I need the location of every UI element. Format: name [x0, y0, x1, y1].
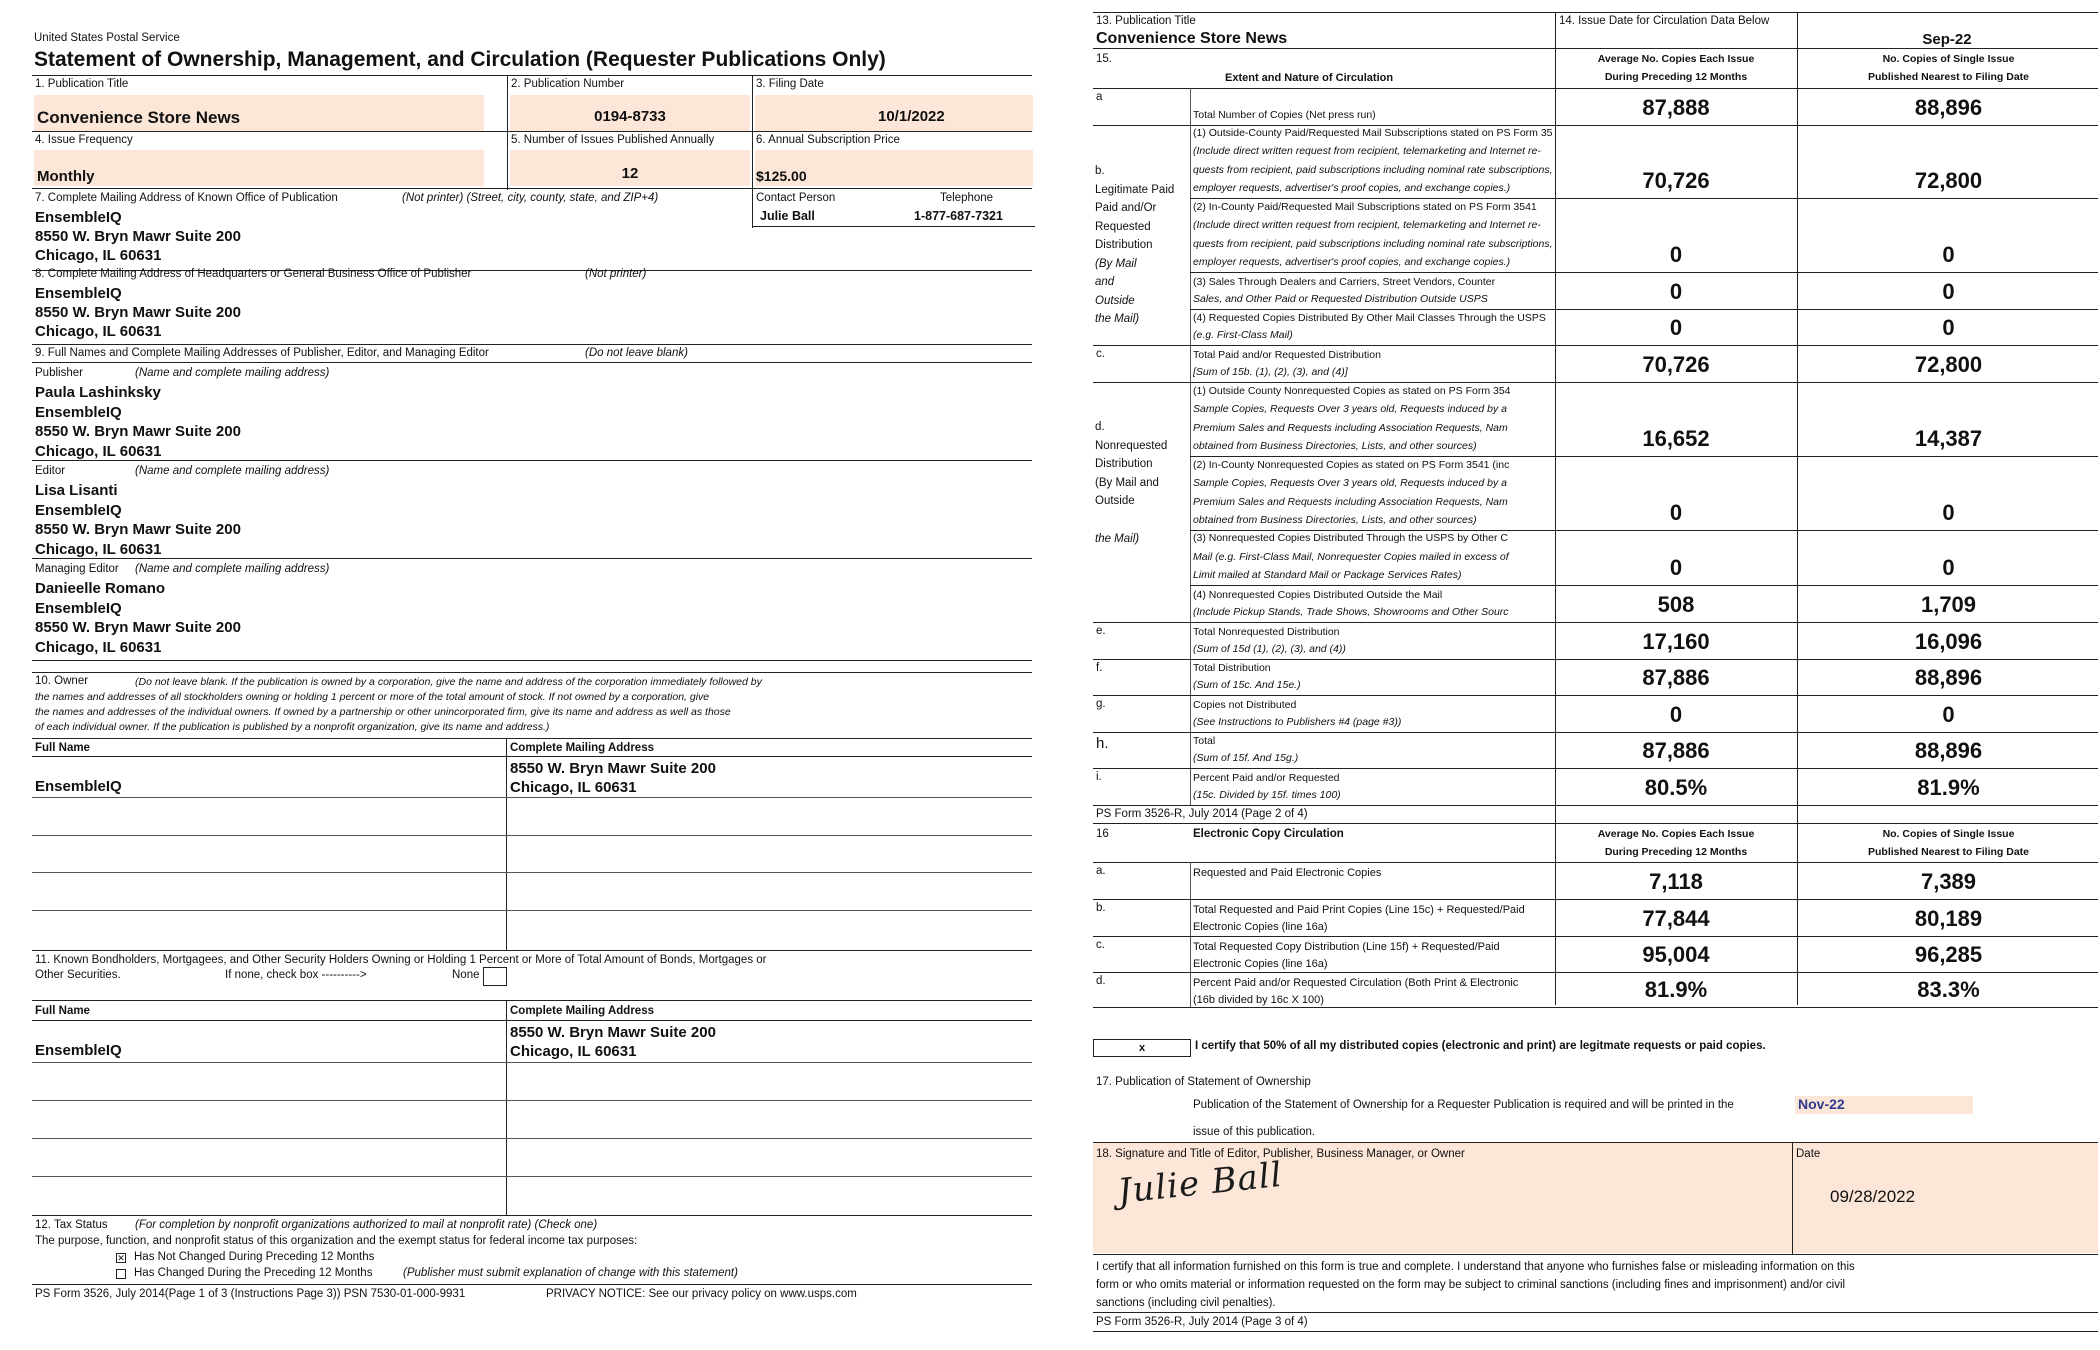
row-description-line: (Include Pickup Stands, Trade Shows, Showrooms and Other Sourc: [1193, 606, 1509, 618]
row-description: [1193, 733, 1553, 767]
f13-value: Convenience Store News: [1096, 30, 1288, 47]
bond-name: EnsembleIQ: [35, 1042, 122, 1059]
avg-value: 87,886: [1642, 738, 1710, 763]
publisher-block: [35, 383, 241, 461]
f12-note: (For completion by nonprofit organizations authorized to mail at nonprofit rate) (Check one): [135, 1219, 598, 1231]
bond-address-header: Complete Mailing Address: [510, 1005, 654, 1017]
e-single-header-line: No. Copies of Single Issue: [1882, 828, 2015, 840]
group-b-label: [1095, 162, 1174, 329]
f6-label: 6. Annual Subscription Price: [756, 134, 900, 146]
none-checkbox[interactable]: [483, 967, 507, 986]
row-description-line: Total: [1193, 735, 1216, 747]
row-description-line: employer requests, advertiser's proof copies, and exchange copies.): [1193, 255, 1511, 268]
f8-label: 8. Complete Mailing Address of Headquarters or General Business Office of Publisher: [35, 268, 472, 280]
row-description-line: (2) In-County Nonrequested Copies as stated on PS Form 3541 (inc: [1193, 459, 1510, 472]
group-b-line: Requested: [1095, 220, 1151, 233]
contact-label: Contact Person: [756, 192, 836, 204]
f12-opt1: Has Not Changed During Preceding 12 Months: [134, 1251, 375, 1263]
row-description-line: (3) Nonrequested Copies Distributed Through the USPS by Other C: [1193, 532, 1508, 545]
bond-address: [510, 1023, 716, 1061]
f10-text: the names and addresses of all stockholders owning or holding 1 percent or more of the total amount of stock. If not owned by a corporation, give: [35, 691, 710, 703]
f17-value: Nov-22: [1798, 1096, 1845, 1112]
f9-note: (Do not leave blank): [585, 347, 688, 359]
avg-value: 16,652: [1642, 426, 1710, 451]
avg-value: 0: [1669, 555, 1683, 580]
final-text-line: sanctions (including civil penalties).: [1096, 1297, 1276, 1309]
row-description: [1193, 529, 1553, 584]
row-description: [1193, 347, 1553, 381]
group-b-line: the Mail): [1095, 313, 1140, 325]
group-b-line: b.: [1095, 165, 1105, 177]
group-d-tail: the Mail): [1095, 533, 1140, 545]
group-b-line: (By Mail: [1095, 257, 1137, 270]
electronic-row-description: [1193, 939, 1553, 973]
bond-fullname-header: Full Name: [35, 1005, 90, 1017]
row-description-line: Limit mailed at Standard Mail or Package Services Rates): [1193, 568, 1462, 581]
electronic-row-key: c.: [1096, 939, 1105, 951]
f18-label: 18. Signature and Title of Editor, Publisher, Business Manager, or Owner: [1096, 1148, 1465, 1160]
me-line: 8550 W. Bryn Mawr Suite 200: [35, 619, 241, 636]
f11-line2: Other Securities.: [35, 969, 121, 981]
electronic-avg-value: 95,004: [1642, 942, 1710, 967]
f7-line: Chicago, IL 60631: [35, 247, 162, 264]
avg-value: 0: [1669, 500, 1683, 525]
electronic-avg-value: 7,118: [1649, 869, 1703, 894]
e-avg-header-line: During Preceding 12 Months: [1604, 846, 1748, 858]
f4-value: Monthly: [37, 168, 95, 185]
electronic-row-description-line: Requested and Paid Electronic Copies: [1193, 867, 1382, 879]
f12-label: 12. Tax Status: [35, 1219, 108, 1231]
contact-name: Julie Ball: [760, 209, 815, 223]
single-value: 0: [1942, 242, 1955, 267]
contact-phone: 1-877-687-7321: [914, 209, 1003, 223]
row-key: h.: [1096, 735, 1109, 752]
row-description: [1193, 456, 1553, 529]
f12-opt2: Has Changed During the Preceding 12 Months: [134, 1267, 373, 1279]
group-b-line: Paid and/Or: [1095, 202, 1157, 214]
avg-header-line: Average No. Copies Each Issue: [1597, 53, 1755, 65]
row-description: [1193, 770, 1553, 804]
avg-value: 80.5%: [1644, 775, 1708, 800]
f16-label: 16: [1096, 828, 1109, 840]
avg-value: 70,726: [1642, 352, 1710, 377]
final-text-line: I certify that all information furnished on this form is true and complete. I understand that anyone who furnishes false or misleading information on this: [1096, 1261, 1855, 1273]
row-description-line: (See Instructions to Publishers #4 (page #3)): [1193, 716, 1402, 728]
electronic-single-value: 83.3%: [1917, 977, 1980, 1002]
electronic-row-description: [1193, 865, 1553, 882]
f7-line: 8550 W. Bryn Mawr Suite 200: [35, 228, 241, 245]
publisher-label: Publisher: [35, 367, 83, 379]
electronic-row-description-line: Electronic Copies (line 16a): [1193, 921, 1328, 933]
f17-text2: issue of this publication.: [1193, 1126, 1316, 1138]
single-value: 0: [1942, 279, 1955, 304]
date-label: Date: [1796, 1148, 1821, 1160]
single-value: 72,800: [1914, 168, 1983, 193]
owner-address-line: 8550 W. Bryn Mawr Suite 200: [510, 760, 716, 777]
row-description: [1193, 274, 1553, 308]
f5-label: 5. Number of Issues Published Annually: [511, 134, 715, 146]
row-key: f.: [1096, 662, 1103, 674]
row-a-key: a: [1096, 91, 1103, 103]
row-description-line: Sales, and Other Paid or Requested Distribution Outside USPS: [1193, 293, 1488, 305]
group-b-line: Distribution: [1095, 239, 1153, 251]
f14-value: Sep-22: [1922, 31, 1972, 48]
single-header-line: No. Copies of Single Issue: [1882, 53, 2015, 65]
row-description: [1193, 107, 1553, 124]
row-description-line: (Include direct written request from recipient, telemarketing and Internet re-: [1193, 219, 1541, 232]
electronic-row-description-line: Total Requested Copy Distribution (Line 15f) + Requested/Paid: [1193, 941, 1500, 953]
publisher-line: Paula Lashinksky: [35, 384, 161, 401]
f17-label: 17. Publication of Statement of Ownership: [1096, 1076, 1311, 1088]
row-description-line: Premium Sales and Requests including Association Requests, Nam: [1193, 495, 1508, 508]
f3-label: 3. Filing Date: [756, 78, 824, 90]
me-note: (Name and complete mailing address): [135, 563, 330, 575]
row-description-line: (e.g. First-Class Mail): [1193, 329, 1293, 341]
group-d-line: Distribution: [1095, 458, 1153, 470]
row-description-line: quests from recipient, paid subscriptions including nominal rate subscriptions,: [1193, 163, 1553, 176]
owner-name: EnsembleIQ: [35, 778, 122, 795]
single-value: 14,387: [1914, 426, 1983, 451]
electronic-avg-value: 77,844: [1642, 906, 1710, 931]
row-key: i.: [1096, 771, 1102, 783]
owner-fullname-header: Full Name: [35, 742, 90, 754]
electronic-row-description: [1193, 902, 1553, 936]
p3-footer: PS Form 3526-R, July 2014 (Page 3 of 4): [1096, 1316, 1308, 1328]
row-description: [1193, 198, 1553, 271]
e-single-header: [1797, 825, 2100, 861]
f17-text: Publication of the Statement of Ownership for a Requester Publication is required and will be printed in the: [1193, 1099, 1734, 1111]
single-value: 72,800: [1914, 352, 1983, 377]
single-header-line: Published Nearest to Filing Date: [1867, 71, 2030, 83]
row-description-line: obtained from Business Directories, Lists, and other sources): [1193, 513, 1477, 526]
f11-checkbox-label: If none, check box ---------->: [225, 969, 367, 981]
electronic-single-value: 7,389: [1920, 869, 1977, 894]
me-label: Managing Editor: [35, 563, 119, 575]
owner-address-header: Complete Mailing Address: [510, 742, 654, 754]
e-single-header-line: Published Nearest to Filing Date: [1867, 846, 2030, 858]
row-description-line: (4) Requested Copies Distributed By Other Mail Classes Through the USPS: [1193, 312, 1546, 324]
editor-label: Editor: [35, 465, 66, 477]
avg-value: 0: [1669, 702, 1683, 727]
single-value: 81.9%: [1917, 775, 1980, 800]
final-certification: [1096, 1258, 1855, 1312]
final-text-line: form or who omits material or information requested on the form may be subject to criminal sanctions (including fines and imprisonment) and/or civil: [1096, 1279, 1846, 1291]
f4-label: 4. Issue Frequency: [35, 134, 133, 146]
single-value: 0: [1942, 315, 1955, 340]
group-b-line: Legitimate Paid: [1095, 183, 1175, 196]
f8-address: [35, 284, 241, 341]
group-d-line: d.: [1095, 421, 1105, 433]
editor-line: Lisa Lisanti: [35, 482, 118, 499]
row-description-line: (15c. Divided by 15f. times 100): [1193, 789, 1341, 801]
f10-text: of each individual owner. If the publication is published by a nonprofit organization, give its name and address.): [35, 721, 550, 733]
f7-address: [35, 208, 241, 265]
avg-value: 87,886: [1642, 665, 1710, 690]
row-description-line: (Sum of 15f. And 15g.): [1193, 752, 1299, 764]
group-d-line: Outside: [1095, 495, 1135, 507]
editor-note: (Name and complete mailing address): [135, 465, 330, 477]
f10-instructions: [135, 675, 762, 690]
row-description-line: (4) Nonrequested Copies Distributed Outside the Mail: [1193, 589, 1443, 601]
electronic-row-description-line: (16b divided by 16c X 100): [1193, 994, 1324, 1006]
row-description-line: Copies not Distributed: [1193, 699, 1297, 711]
single-value: 16,096: [1914, 629, 1983, 654]
row-description-line: Total Nonrequested Distribution: [1193, 626, 1340, 638]
electronic-row-description-line: Electronic Copies (line 16a): [1193, 958, 1328, 970]
date-value: 09/28/2022: [1830, 1187, 1916, 1206]
group-d-label: [1095, 418, 1167, 511]
row-description-line: (Include direct written request from recipient, telemarketing and Internet re-: [1193, 145, 1541, 158]
avg-value: 70,726: [1642, 168, 1710, 193]
avg-value: 87,888: [1642, 95, 1710, 120]
editor-line: Chicago, IL 60631: [35, 540, 162, 558]
single-value: 88,896: [1914, 738, 1983, 763]
avg-header: [1555, 50, 1797, 86]
row-key: e.: [1096, 625, 1106, 637]
f10-text: the names and addresses of the individual owners. If owned by a partnership or other unincorporated firm, give its name and address as well as those: [35, 706, 731, 718]
row-description-line: quests from recipient, paid subscriptions including nominal rate subscriptions,: [1193, 237, 1553, 250]
p1-footer: PS Form 3526, July 2014(Page 1 of 3 (Instructions Page 3)) PSN 7530-01-000-9931: [35, 1288, 466, 1300]
agency-name: United States Postal Service: [34, 32, 180, 44]
f8-line: Chicago, IL 60631: [35, 323, 162, 340]
signature: Julie Ball: [1115, 1154, 1285, 1212]
phone-label: Telephone: [940, 192, 994, 204]
row-description-line: Total Number of Copies (Net press run): [1193, 109, 1376, 121]
single-value: 88,896: [1914, 665, 1983, 690]
avg-value: 0: [1669, 279, 1683, 304]
group-d-line: Nonrequested: [1095, 439, 1168, 452]
editor-block: [35, 481, 241, 559]
f4-field: [34, 150, 484, 186]
f13-label: 13. Publication Title: [1096, 15, 1196, 27]
f10-label: 10. Owner: [35, 675, 89, 687]
f9-label: 9. Full Names and Complete Mailing Addresses of Publisher, Editor, and Managing Editor: [35, 347, 489, 359]
p2-footer: PS Form 3526-R, July 2014 (Page 2 of 4): [1096, 808, 1308, 820]
row-description-line: (Sum of 15d (1), (2), (3), and (4)): [1193, 643, 1346, 655]
publisher-line: Chicago, IL 60631: [35, 442, 162, 460]
bond-address-line: Chicago, IL 60631: [510, 1043, 637, 1060]
avg-value: 0: [1669, 315, 1683, 340]
avg-value: 0: [1669, 242, 1683, 267]
f7-note: (Not printer) (Street, city, county, state, and ZIP+4): [402, 192, 659, 204]
f1-label: 1. Publication Title: [35, 78, 129, 90]
f2-value: 0194-8733: [594, 108, 666, 125]
row-description-line: Total Paid and/or Requested Distribution: [1193, 349, 1381, 361]
group-b-line: Outside: [1095, 294, 1135, 307]
electronic-single-value: 96,285: [1914, 942, 1983, 967]
single-value: 0: [1942, 555, 1955, 580]
f14-label: 14. Issue Date for Circulation Data Below: [1559, 15, 1770, 27]
avg-value: 508: [1657, 592, 1695, 617]
f15-label: 15.: [1096, 53, 1112, 65]
group-d-line: (By Mail and: [1095, 476, 1159, 489]
e-avg-header: [1555, 825, 1797, 861]
f7-label: 7. Complete Mailing Address of Known Office of Publication: [35, 192, 338, 204]
f7-line: EnsembleIQ: [35, 209, 122, 226]
row-description-line: Sample Copies, Requests Over 3 years old, Requests induced by a: [1193, 403, 1508, 416]
f11-none-label: None: [452, 969, 480, 981]
cert-text: I certify that 50% of all my distributed copies (electronic and print) are legitmate requests or paid copies.: [1195, 1040, 1766, 1052]
row-description: [1193, 124, 1553, 197]
row-description-line: Premium Sales and Requests including Association Requests, Nam: [1193, 421, 1508, 434]
row-description-line: Percent Paid and/or Requested: [1193, 772, 1340, 784]
f1-value: Convenience Store News: [37, 108, 241, 127]
f6-value: $125.00: [756, 168, 807, 184]
electronic-row-key: b.: [1096, 902, 1106, 914]
f12-line2: The purpose, function, and nonprofit status of this organization and the exempt status for federal income tax purposes:: [35, 1235, 638, 1247]
avg-value: 17,160: [1642, 629, 1710, 654]
electronic-avg-value: 81.9%: [1644, 977, 1708, 1002]
electronic-row-description-line: Total Requested and Paid Print Copies (Line 15c) + Requested/Paid: [1193, 904, 1525, 916]
electronic-row-description: [1193, 975, 1553, 1009]
e-avg-header-line: Average No. Copies Each Issue: [1597, 828, 1755, 840]
bond-address-line: 8550 W. Bryn Mawr Suite 200: [510, 1024, 716, 1041]
row-description-line: (Sum of 15c. And 15e.): [1193, 679, 1301, 691]
extent-label: Extent and Nature of Circulation: [1225, 72, 1394, 84]
row-description-line: Total Distribution: [1193, 662, 1271, 674]
single-value: 0: [1942, 500, 1955, 525]
me-line: Chicago, IL 60631: [35, 638, 162, 656]
row-description-line: [Sum of 15b. (1), (2), (3), and (4)]: [1193, 366, 1348, 378]
single-header: [1797, 50, 2100, 86]
cert-checkbox[interactable]: x: [1093, 1039, 1191, 1057]
row-description: [1193, 624, 1553, 658]
row-description-line: Sample Copies, Requests Over 3 years old, Requests induced by a: [1193, 477, 1508, 490]
row-description: [1193, 310, 1553, 344]
row-description: [1193, 382, 1553, 455]
publisher-line: EnsembleIQ: [35, 403, 122, 421]
row-description-line: (3) Sales Through Dealers and Carriers, Street Vendors, Counter: [1193, 276, 1496, 288]
row-c-key: c.: [1096, 348, 1105, 360]
me-line: EnsembleIQ: [35, 599, 122, 617]
row-description-line: Mail (e.g. First-Class Mail, Nonrequester Copies mailed in excess of: [1193, 550, 1509, 563]
f12-checkbox-unchanged[interactable]: ✕: [117, 1253, 125, 1263]
row-key: g.: [1096, 698, 1106, 710]
row-description: [1193, 660, 1553, 694]
row-description-line: (1) Outside-County Paid/Requested Mail Subscriptions stated on PS Form 35: [1193, 127, 1553, 140]
f3-value: 10/1/2022: [878, 108, 945, 125]
row-description-line: employer requests, advertiser's proof copies, and exchange copies.): [1193, 181, 1511, 194]
form-title: Statement of Ownership, Management, and Circulation (Requester Publications Only): [34, 48, 886, 71]
f16-title: Electronic Copy Circulation: [1193, 828, 1344, 840]
privacy-notice: PRIVACY NOTICE: See our privacy policy on www.usps.com: [546, 1288, 857, 1300]
group-b-line: and: [1095, 276, 1115, 288]
f12-checkbox-changed[interactable]: [116, 1269, 126, 1279]
editor-line: 8550 W. Bryn Mawr Suite 200: [35, 521, 241, 538]
publisher-line: 8550 W. Bryn Mawr Suite 200: [35, 423, 241, 440]
single-value: 88,896: [1914, 95, 1983, 120]
me-line: Danieelle Romano: [35, 580, 166, 597]
single-value: 0: [1942, 702, 1955, 727]
f12-opt2-note: (Publisher must submit explanation of change with this statement): [403, 1267, 738, 1279]
f5-value: 12: [621, 165, 639, 182]
single-value: 1,709: [1920, 592, 1977, 617]
f8-note: (Not printer): [585, 268, 647, 280]
row-description-line: (1) Outside County Nonrequested Copies as stated on PS Form 354: [1193, 385, 1511, 398]
f10-instructions-cont: [35, 690, 731, 735]
owner-address: [510, 759, 716, 797]
f11-line1: 11. Known Bondholders, Mortgagees, and Other Security Holders Owning or Holding 1 Percent or More of Total Amount of Bonds, Mortgages or: [35, 954, 767, 966]
avg-header-line: During Preceding 12 Months: [1604, 71, 1748, 83]
f8-line: EnsembleIQ: [35, 285, 122, 302]
owner-address-line: Chicago, IL 60631: [510, 779, 637, 796]
row-description-line: (2) In-County Paid/Requested Mail Subscriptions stated on PS Form 3541: [1193, 201, 1537, 214]
electronic-row-key: a.: [1096, 865, 1106, 877]
electronic-row-key: d.: [1096, 975, 1106, 987]
row-description: [1193, 697, 1553, 731]
f2-label: 2. Publication Number: [511, 78, 625, 90]
row-description-line: obtained from Business Directories, Lists, and other sources): [1193, 439, 1477, 452]
publisher-note: (Name and complete mailing address): [135, 367, 330, 379]
f10-text: (Do not leave blank. If the publication is owned by a corporation, give the name and address of the corporation immediately followed by: [135, 676, 762, 688]
electronic-single-value: 80,189: [1914, 906, 1983, 931]
electronic-row-description-line: Percent Paid and/or Requested Circulation (Both Print & Electronic: [1193, 977, 1519, 989]
me-block: [35, 579, 241, 657]
f8-line: 8550 W. Bryn Mawr Suite 200: [35, 304, 241, 321]
row-description: [1193, 587, 1553, 621]
editor-line: EnsembleIQ: [35, 501, 122, 519]
